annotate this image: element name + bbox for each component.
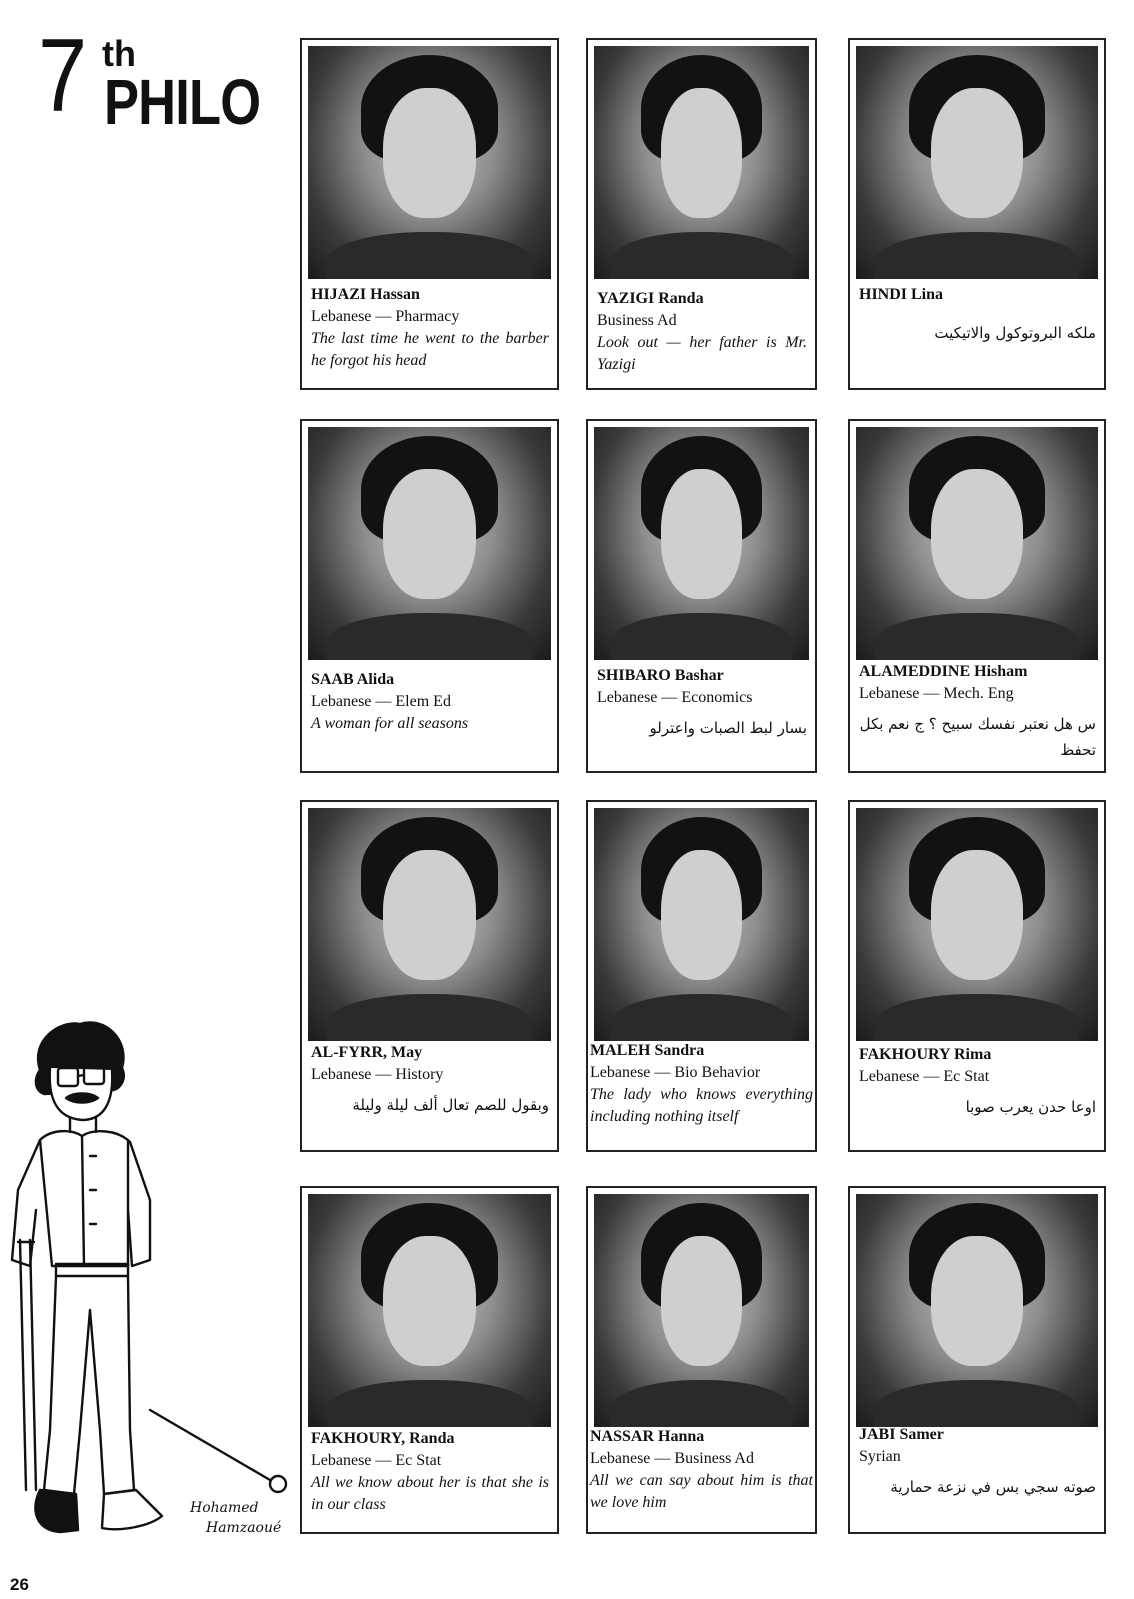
page-heading <box>38 18 288 150</box>
student-name: SAAB Alida <box>311 671 395 688</box>
student-caption <box>590 1040 813 1128</box>
student-caption <box>859 284 1096 346</box>
student-photo <box>856 1194 1098 1427</box>
student-name: SHIBARO Bashar <box>597 667 724 684</box>
student-arabic-quote: صوته سجي بس في نزعة حمارية <box>890 1478 1096 1496</box>
student-photo <box>594 808 809 1041</box>
student-nationality-major: Business Ad <box>597 312 677 329</box>
student-arabic-quote: س هل نعتبر نفسك سبيح ؟ ج نعم بكل تحفظ <box>859 715 1096 759</box>
signature-line2: Hamzaoué <box>206 1520 282 1536</box>
student-caption <box>590 1426 813 1514</box>
student-photo <box>594 1194 809 1427</box>
student-quote: The last time he went to the barber he forgot his head <box>311 330 549 369</box>
student-nationality-major: Lebanese — Bio Behavior <box>590 1064 761 1081</box>
student-name: YAZIGI Randa <box>597 290 704 307</box>
student-name: HIJAZI Hassan <box>311 286 420 303</box>
student-caption <box>597 288 807 376</box>
heading-title: PHILO <box>104 66 261 138</box>
student-photo <box>856 427 1098 660</box>
student-nationality-major: Lebanese — Business Ad <box>590 1450 754 1467</box>
student-caption <box>597 665 807 741</box>
student-photo <box>308 808 551 1041</box>
student-quote: All we know about her is that she is in our class <box>311 1474 549 1513</box>
student-card <box>586 1186 817 1534</box>
student-nationality-major: Lebanese — Ec Stat <box>859 1068 990 1085</box>
student-arabic-quote: بسار لبط الصبات واعترلو <box>649 719 807 737</box>
student-name: FAKHOURY Rima <box>859 1046 992 1063</box>
signature-line1: Hohamed <box>190 1500 259 1516</box>
student-card <box>848 419 1106 773</box>
student-arabic-quote: ملكه البروتوكول والاتيكيت <box>934 324 1096 342</box>
student-name: MALEH Sandra <box>590 1042 705 1059</box>
student-name: ALAMEDDINE Hisham <box>859 663 1028 680</box>
student-cartoon-drawing <box>0 1010 300 1550</box>
student-card <box>300 1186 559 1534</box>
student-caption <box>859 1424 1096 1500</box>
student-nationality-major: Lebanese — Ec Stat <box>311 1452 442 1469</box>
student-caption <box>311 284 549 372</box>
student-card <box>848 800 1106 1152</box>
student-card <box>586 419 817 773</box>
student-photo <box>308 46 551 279</box>
student-nationality-major: Lebanese — History <box>311 1066 444 1083</box>
student-photo <box>308 427 551 660</box>
student-card <box>300 800 559 1152</box>
student-card <box>300 419 559 773</box>
student-nationality-major: Lebanese — Pharmacy <box>311 308 460 325</box>
student-quote: A woman for all seasons <box>311 715 469 732</box>
student-nationality-major: Lebanese — Economics <box>597 689 753 706</box>
student-name: JABI Samer <box>859 1426 944 1443</box>
page-number: 26 <box>10 1575 29 1594</box>
student-card <box>586 800 817 1152</box>
student-caption <box>311 1042 549 1118</box>
student-photo <box>308 1194 551 1427</box>
student-nationality-major: Lebanese — Elem Ed <box>311 693 451 710</box>
student-card <box>300 38 559 390</box>
heading-numeral: 7 <box>38 18 88 134</box>
student-quote: The lady who knows everything including nothing itself <box>590 1086 813 1125</box>
student-photo <box>594 46 809 279</box>
student-card <box>586 38 817 390</box>
student-caption <box>859 661 1096 763</box>
student-card <box>848 1186 1106 1534</box>
student-arabic-quote: اوعا حدن يعرب صوبا <box>965 1098 1096 1116</box>
student-name: AL-FYRR, May <box>311 1044 423 1061</box>
student-name: FAKHOURY, Randa <box>311 1430 455 1447</box>
student-photo <box>856 46 1098 279</box>
student-photo <box>856 808 1098 1041</box>
student-card <box>848 38 1106 390</box>
student-nationality-major: Lebanese — Mech. Eng <box>859 685 1014 702</box>
student-quote: Look out — her father is Mr. Yazigi <box>597 334 807 373</box>
student-caption <box>311 669 549 735</box>
student-caption <box>859 1044 1096 1120</box>
student-nationality-major: Syrian <box>859 1448 901 1465</box>
student-photo <box>594 427 809 660</box>
student-caption <box>311 1428 549 1516</box>
student-arabic-quote: وبقول للصم تعال ألف ليلة وليلة <box>352 1096 549 1114</box>
heading-suffix: th <box>102 33 136 74</box>
student-name: HINDI Lina <box>859 286 944 303</box>
student-name: NASSAR Hanna <box>590 1428 705 1445</box>
student-quote: All we can say about him is that we love him <box>590 1472 813 1511</box>
